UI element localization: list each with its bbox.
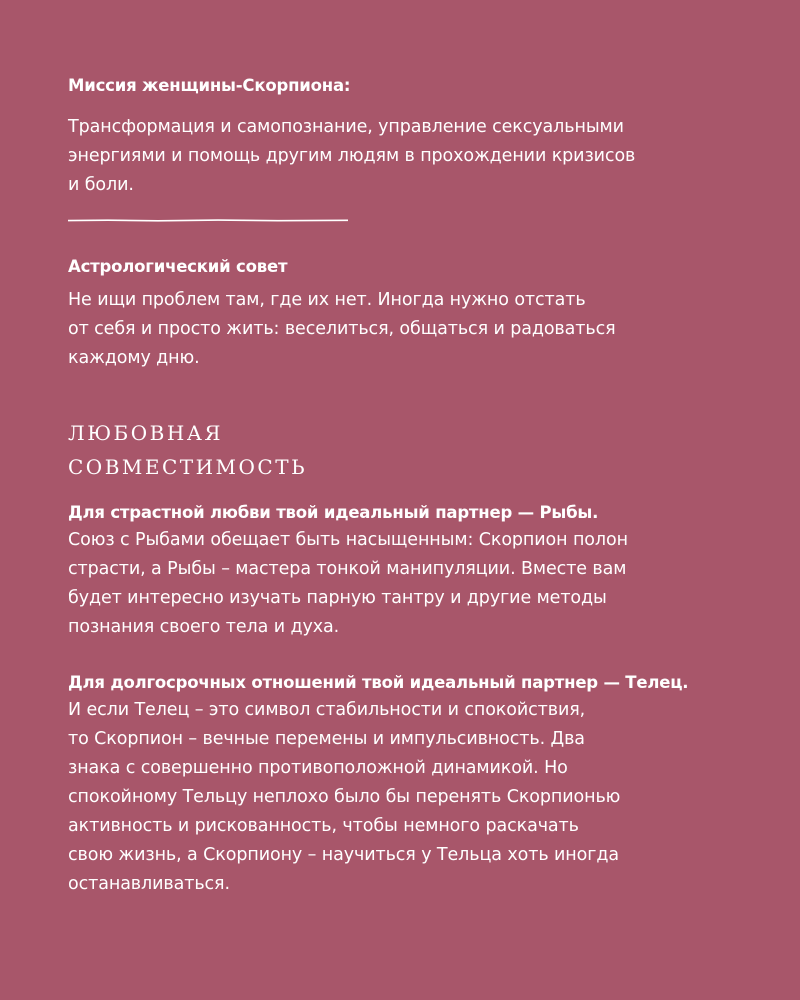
passion-section — [68, 502, 708, 642]
passion-text: Союз с Рыбами обещает быть насыщенным: Скорпион полон страсти, а Рыбы – мастера тонкой манипуляции. Вместе вам будет интересно изучать парную тантру и другие методы познания своего тела и духа. — [68, 530, 628, 637]
mission-section — [68, 75, 708, 200]
mission-title: Миссия женщины-Скорпиона: — [68, 76, 351, 95]
longterm-title: Для долгосрочных отношений твой идеальный партнер — Телец. — [68, 673, 689, 692]
compatibility-title: любовная совместимость — [68, 414, 308, 481]
advice-title: Астрологический совет — [68, 257, 288, 276]
longterm-text: И если Телец – это символ стабильности и спокойствия, то Скорпион – вечные перемены и импульсивность. Два знака с совершенно противоположной динамикой. Но спокойному Тельцу неплохо было бы перенять Скорпионью активность и рискованность, чтобы немного раскачать свою жизнь, а Скорпиону – научиться у Тельца хоть иногда останавливаться. — [68, 700, 621, 894]
passion-title: Для страстной любви твой идеальный партнер — Рыбы. — [68, 503, 599, 522]
advice-text: Не ищи проблем там, где их нет. Иногда нужно отстать от себя и просто жить: веселиться, общаться и радоваться каждому дню. — [68, 290, 616, 368]
divider-line — [68, 219, 348, 222]
mission-text: Трансформация и самопознание, управление сексуальными энергиями и помощь другим людям в прохождении кризисов и боли. — [68, 117, 636, 195]
longterm-section — [68, 672, 708, 899]
advice-section — [68, 256, 708, 373]
